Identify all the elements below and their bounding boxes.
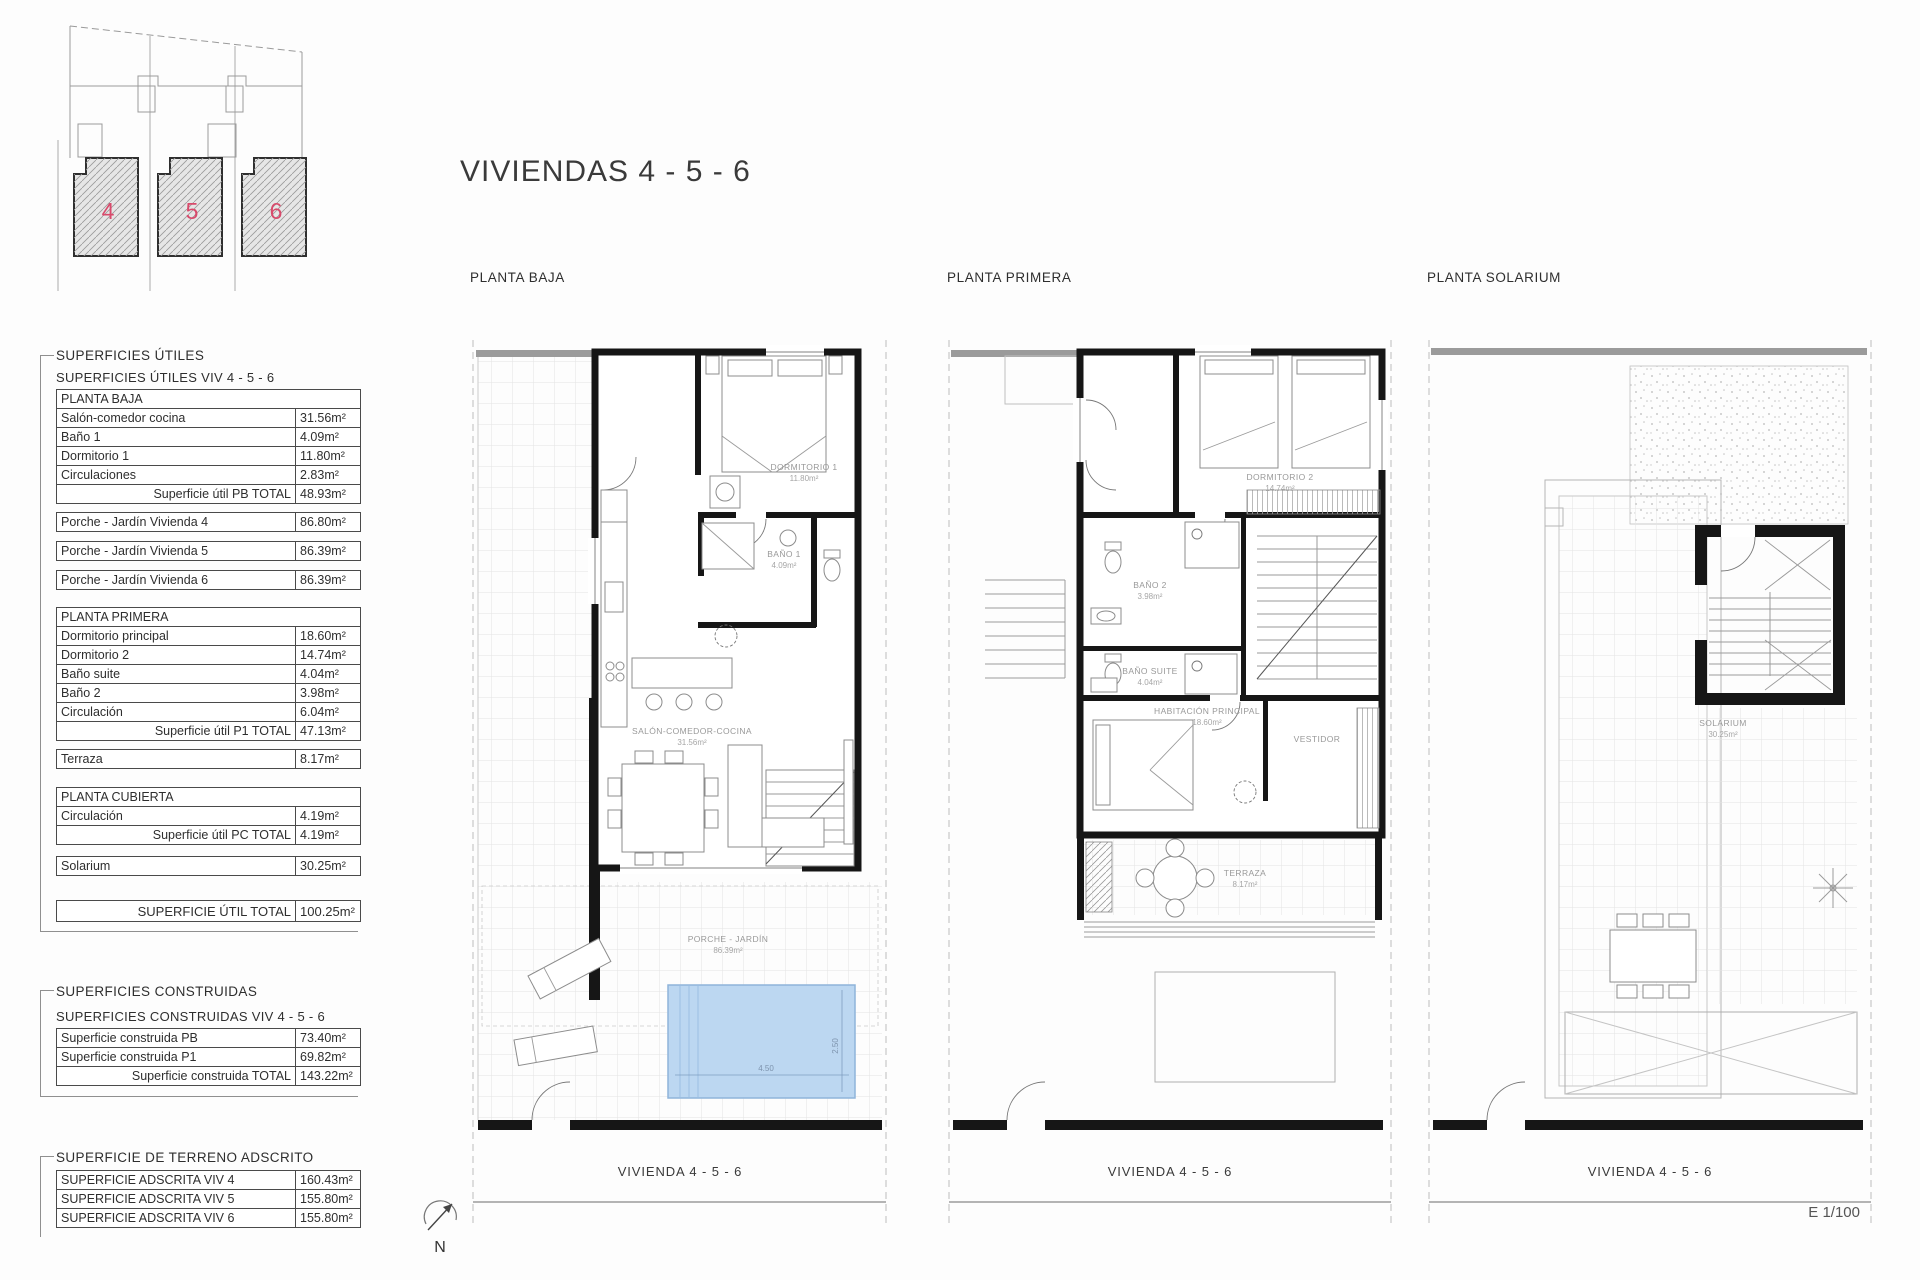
table-row	[57, 608, 361, 627]
solarium-table-set	[1610, 914, 1696, 998]
dormitorio2-label: DORMITORIO 2	[1246, 472, 1314, 482]
table-total-row	[57, 826, 361, 845]
row-value: 4.04m²	[296, 665, 361, 684]
bano2-area: 3.98m²	[1137, 592, 1163, 601]
footer-planta-baja: VIVIENDA 4 - 5 - 6	[617, 1164, 743, 1179]
footer-planta-primera: VIVIENDA 4 - 5 - 6	[1107, 1164, 1233, 1179]
garden-wall	[1433, 1082, 1863, 1130]
bano1-area: 4.09m²	[771, 561, 797, 570]
bano1-label: BAÑO 1	[767, 549, 801, 559]
pool-width-dim: 4.50	[758, 1064, 774, 1073]
row-header: PLANTA BAJA	[57, 390, 361, 409]
planta-solarium-drawing	[1425, 340, 1875, 1240]
salon-area: 31.56m²	[677, 738, 707, 747]
porche-area: 86.39m²	[713, 946, 743, 955]
header-planta-solarium: PLANTA SOLARIUM	[1427, 270, 1562, 285]
solarium-area: 30.25m²	[1708, 730, 1738, 739]
exterior-steps	[985, 356, 1077, 678]
site-plan	[40, 6, 320, 294]
table-porche-viv4	[56, 512, 361, 532]
palm-plant	[1813, 868, 1853, 908]
row-label: Dormitorio principal	[57, 627, 296, 646]
pool-depth-dim: 2.50	[831, 1038, 840, 1054]
dormitorio1-label: DORMITORIO 1	[770, 462, 838, 472]
row-value: 86.39m²	[296, 571, 361, 590]
table-row	[57, 390, 361, 409]
row-value: 4.09m²	[296, 428, 361, 447]
utiles-heading: SUPERFICIES ÚTILES	[56, 348, 205, 363]
row-label: Circulación	[57, 807, 296, 826]
table-row	[57, 1048, 361, 1067]
row-value: 31.56m²	[296, 409, 361, 428]
table-row	[57, 428, 361, 447]
row-label: Baño suite	[57, 665, 296, 684]
unit-number-6: 6	[269, 198, 283, 224]
row-label: Porche - Jardín Vivienda 4	[57, 513, 296, 532]
utiles-subheading: SUPERFICIES ÚTILES VIV 4 - 5 - 6	[56, 370, 275, 385]
row-label: SUPERFICIE ADSCRITA VIV 4	[57, 1171, 296, 1190]
table-row	[57, 513, 361, 532]
table-row	[57, 1209, 361, 1228]
row-value: 155.80m²	[296, 1209, 361, 1228]
row-value: 100.25m²	[296, 901, 361, 922]
section-bracket-adscrito	[40, 1156, 54, 1237]
row-value: 3.98m²	[296, 684, 361, 703]
row-label: SUPERFICIE ADSCRITA VIV 5	[57, 1190, 296, 1209]
row-value: 155.80m²	[296, 1190, 361, 1209]
garden-wall	[953, 1082, 1383, 1130]
solarium-label: SOLARIUM	[1699, 718, 1747, 728]
bano2-label: BAÑO 2	[1133, 580, 1167, 590]
footer-planta-solarium: VIVIENDA 4 - 5 - 6	[1587, 1164, 1713, 1179]
row-label: Baño 2	[57, 684, 296, 703]
row-header: PLANTA CUBIERTA	[57, 788, 361, 807]
adscrito-heading: SUPERFICIE DE TERRENO ADSCRITO	[56, 1150, 314, 1165]
row-label: Superficie construida P1	[57, 1048, 296, 1067]
section-bracket-construidas	[40, 990, 54, 1097]
pool	[668, 985, 855, 1098]
neighbor-wall	[1431, 348, 1867, 355]
table-planta-baja	[56, 389, 361, 504]
table-total-row	[57, 485, 361, 504]
terraza-area	[1077, 835, 1382, 937]
row-label: Superficie construida PB	[57, 1029, 296, 1048]
planta-baja-drawing	[470, 340, 890, 1240]
construidas-subheading: SUPERFICIES CONSTRUIDAS VIV 4 - 5 - 6	[56, 1009, 325, 1024]
table-total-row	[57, 1067, 361, 1086]
row-label: Superficie construida TOTAL	[57, 1067, 296, 1086]
vestidor-label: VESTIDOR	[1293, 734, 1341, 744]
row-label: Baño 1	[57, 428, 296, 447]
table-row	[57, 447, 361, 466]
dormitorio1-area: 11.80m²	[789, 474, 819, 483]
row-value: 4.19m²	[296, 807, 361, 826]
bano-suite-label: BAÑO SUITE	[1122, 666, 1178, 676]
table-row	[57, 807, 361, 826]
row-label: SUPERFICIE ÚTIL TOTAL	[57, 901, 296, 922]
row-label: SUPERFICIE ADSCRITA VIV 6	[57, 1209, 296, 1228]
table-superficie-util-total	[56, 900, 361, 922]
dormitorio2-area: 14.74m²	[1265, 484, 1295, 493]
row-value: 6.04m²	[296, 703, 361, 722]
construidas-heading: SUPERFICIES CONSTRUIDAS	[56, 984, 258, 999]
row-label: Circulaciones	[57, 466, 296, 485]
table-row	[57, 684, 361, 703]
table-terraza	[56, 749, 361, 769]
section-underline-utiles	[40, 931, 358, 932]
header-planta-primera: PLANTA PRIMERA	[947, 270, 1072, 285]
planta-primera-drawing	[945, 340, 1395, 1240]
habitacion-principal-area: 18.60m²	[1192, 718, 1222, 727]
row-value: 86.39m²	[296, 542, 361, 561]
table-row	[57, 646, 361, 665]
salon-label: SALÓN-COMEDOR-COCINA	[632, 726, 752, 736]
table-construidas	[56, 1028, 361, 1086]
table-row	[57, 1171, 361, 1190]
bano-suite-area: 4.04m²	[1137, 678, 1163, 687]
row-value: 48.93m²	[296, 485, 361, 504]
table-row	[57, 542, 361, 561]
row-value: 86.80m²	[296, 513, 361, 532]
row-label: Dormitorio 1	[57, 447, 296, 466]
terraza-label: TERRAZA	[1223, 868, 1267, 878]
table-total-row	[57, 722, 361, 741]
row-value: 4.19m²	[296, 826, 361, 845]
row-value: 11.80m²	[296, 447, 361, 466]
pool-outline	[1155, 972, 1335, 1082]
table-row	[57, 788, 361, 807]
terraza-area: 8.17m²	[1232, 880, 1258, 889]
table-planta-cubierta	[56, 787, 361, 845]
section-bracket-utiles	[40, 355, 54, 932]
table-porche-viv6	[56, 570, 361, 590]
stair-enclosure	[1695, 525, 1845, 705]
row-label: Solarium	[57, 857, 296, 876]
row-label: Superficie útil PC TOTAL	[57, 826, 296, 845]
row-value: 2.83m²	[296, 466, 361, 485]
garden-wall	[478, 1120, 882, 1130]
row-label: Circulación	[57, 703, 296, 722]
row-label: Superficie útil PB TOTAL	[57, 485, 296, 504]
row-value: 143.22m²	[296, 1067, 361, 1086]
row-value: 8.17m²	[296, 750, 361, 769]
table-total-row	[57, 901, 361, 922]
table-row	[57, 750, 361, 769]
table-row	[57, 857, 361, 876]
row-label: Salón-comedor cocina	[57, 409, 296, 428]
page-title: VIVIENDAS 4 - 5 - 6	[460, 155, 751, 188]
row-value: 160.43m²	[296, 1171, 361, 1190]
row-value: 73.40m²	[296, 1029, 361, 1048]
dormitorio1-furniture	[706, 356, 842, 472]
north-compass	[418, 1190, 464, 1256]
scale-label: E 1/100	[1808, 1204, 1860, 1221]
table-row	[57, 703, 361, 722]
row-label: Dormitorio 2	[57, 646, 296, 665]
table-row	[57, 1190, 361, 1209]
table-row	[57, 571, 361, 590]
unit-number-5: 5	[185, 198, 199, 224]
north-label: N	[434, 1239, 446, 1256]
row-value: 30.25m²	[296, 857, 361, 876]
porche-label: PORCHE - JARDÍN	[687, 934, 769, 944]
row-label: Porche - Jardín Vivienda 5	[57, 542, 296, 561]
unit-number-4: 4	[101, 198, 115, 224]
row-value: 47.13m²	[296, 722, 361, 741]
table-planta-primera	[56, 607, 361, 741]
section-underline-construidas	[40, 1096, 358, 1097]
table-adscrito	[56, 1170, 361, 1228]
row-header: PLANTA PRIMERA	[57, 608, 361, 627]
table-row	[57, 1029, 361, 1048]
row-label: Superficie útil P1 TOTAL	[57, 722, 296, 741]
row-value: 69.82m²	[296, 1048, 361, 1067]
table-solarium	[56, 856, 361, 876]
header-planta-baja: PLANTA BAJA	[470, 270, 565, 285]
neighbor-wall	[476, 350, 595, 357]
row-label: Terraza	[57, 750, 296, 769]
table-row	[57, 466, 361, 485]
table-row	[57, 409, 361, 428]
table-porche-viv5	[56, 541, 361, 561]
row-value: 14.74m²	[296, 646, 361, 665]
habitacion-principal-label: HABITACIÓN PRINCIPAL	[1154, 706, 1260, 716]
table-row	[57, 627, 361, 646]
row-label: Porche - Jardín Vivienda 6	[57, 571, 296, 590]
row-value: 18.60m²	[296, 627, 361, 646]
table-row	[57, 665, 361, 684]
